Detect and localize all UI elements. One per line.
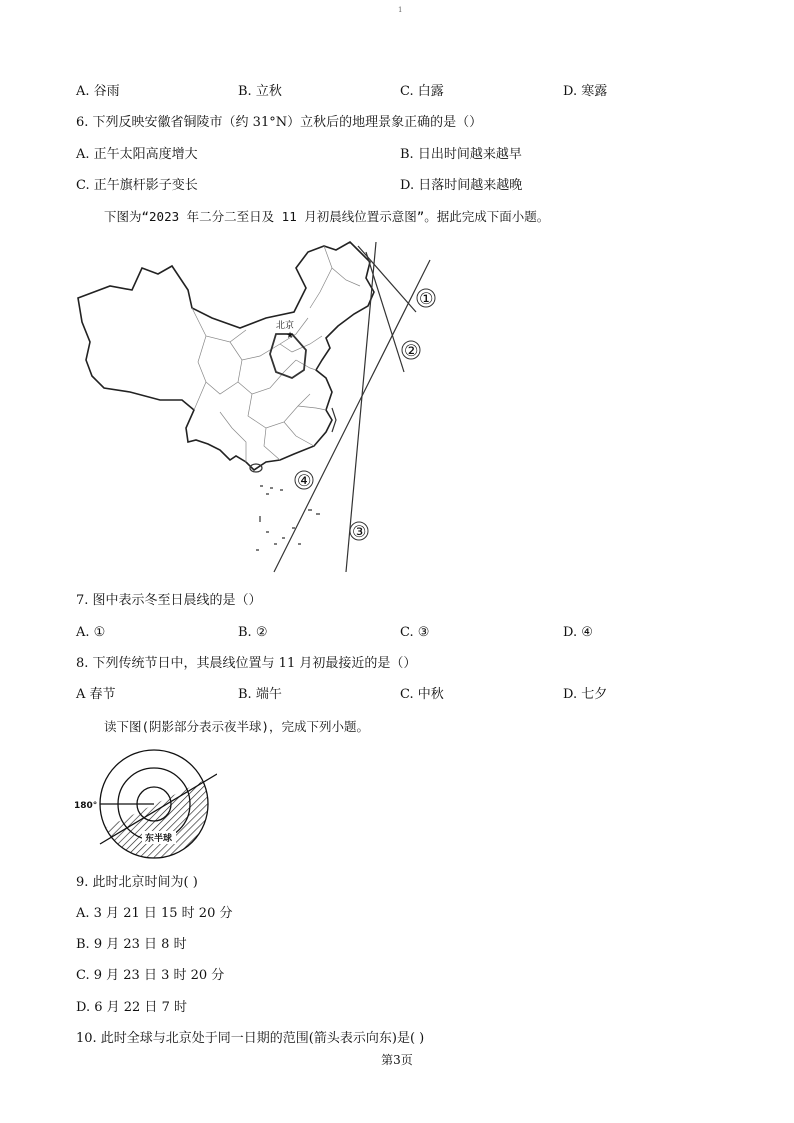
- q8-option-b[interactable]: B. 端午: [238, 687, 282, 702]
- globe-intro: 读下图(阴影部分表示夜半球)，完成下列小题。: [104, 719, 370, 734]
- province-borders: [192, 246, 360, 462]
- q6-option-b[interactable]: B. 日出时间越来越早: [400, 147, 522, 162]
- line-label-3: ③: [352, 522, 367, 541]
- page-footer: 第3页: [381, 1053, 413, 1067]
- q7-stem: 7. 图中表示冬至日晨线的是（）: [76, 593, 262, 608]
- q6-option-a[interactable]: A. 正午太阳高度增大: [76, 147, 198, 162]
- beijing-star-icon: ★: [286, 331, 295, 341]
- line-label-1: ①: [419, 289, 434, 308]
- q9-option-b[interactable]: B. 9 月 23 日 8 时: [76, 937, 187, 952]
- q7-option-d[interactable]: D. ④: [563, 625, 593, 640]
- q5-option-a[interactable]: A. 谷雨: [76, 84, 120, 99]
- line-label-2: ②: [404, 341, 419, 360]
- q6-option-d[interactable]: D. 日落时间越来越晚: [400, 178, 523, 193]
- q8-option-c[interactable]: C. 中秋: [400, 687, 444, 702]
- terminator-map-figure: [70, 232, 450, 577]
- polar-globe-figure: [72, 748, 217, 860]
- q6-stem: 6. 下列反映安徽省铜陵市（约 31°N）立秋后的地理景象正确的是（）: [76, 115, 483, 130]
- q9-option-a[interactable]: A. 3 月 21 日 15 时 20 分: [76, 906, 233, 921]
- q5-option-b[interactable]: B. 立秋: [238, 84, 282, 99]
- china-outline: [78, 242, 374, 470]
- page-top-mark: 1: [398, 6, 403, 14]
- q5-option-d[interactable]: D. 寒露: [563, 84, 608, 99]
- q8-option-d[interactable]: D. 七夕: [563, 687, 608, 702]
- line-label-4: ④: [297, 471, 312, 490]
- beijing-label: 北京: [276, 321, 295, 331]
- q9-option-c[interactable]: C. 9 月 23 日 3 时 20 分: [76, 968, 225, 983]
- q5-option-c[interactable]: C. 白露: [400, 84, 444, 99]
- islands: [250, 408, 336, 550]
- q9-option-d[interactable]: D. 6 月 22 日 7 时: [76, 1000, 187, 1015]
- q7-option-c[interactable]: C. ③: [400, 625, 430, 640]
- map-intro: 下图为“2023 年二分二至日及 11 月初晨线位置示意图”。据此完成下面小题。: [104, 209, 550, 224]
- q6-option-c[interactable]: C. 正午旗杆影子变长: [76, 178, 198, 193]
- q7-option-b[interactable]: B. ②: [238, 625, 268, 640]
- meridian-180-label: 180°: [74, 801, 98, 811]
- line-2: [366, 252, 404, 372]
- q8-option-a[interactable]: A 春节: [76, 687, 116, 702]
- q8-stem: 8. 下列传统节日中，其晨线位置与 11 月初最接近的是（）: [76, 656, 417, 671]
- q9-stem: 9. 此时北京时间为( ): [76, 875, 198, 890]
- q7-option-a[interactable]: A. ①: [76, 625, 106, 640]
- east-hemisphere-label: 东半球: [145, 834, 173, 844]
- q10-stem: 10. 此时全球与北京处于同一日期的范围(箭头表示向东)是( ): [76, 1031, 425, 1046]
